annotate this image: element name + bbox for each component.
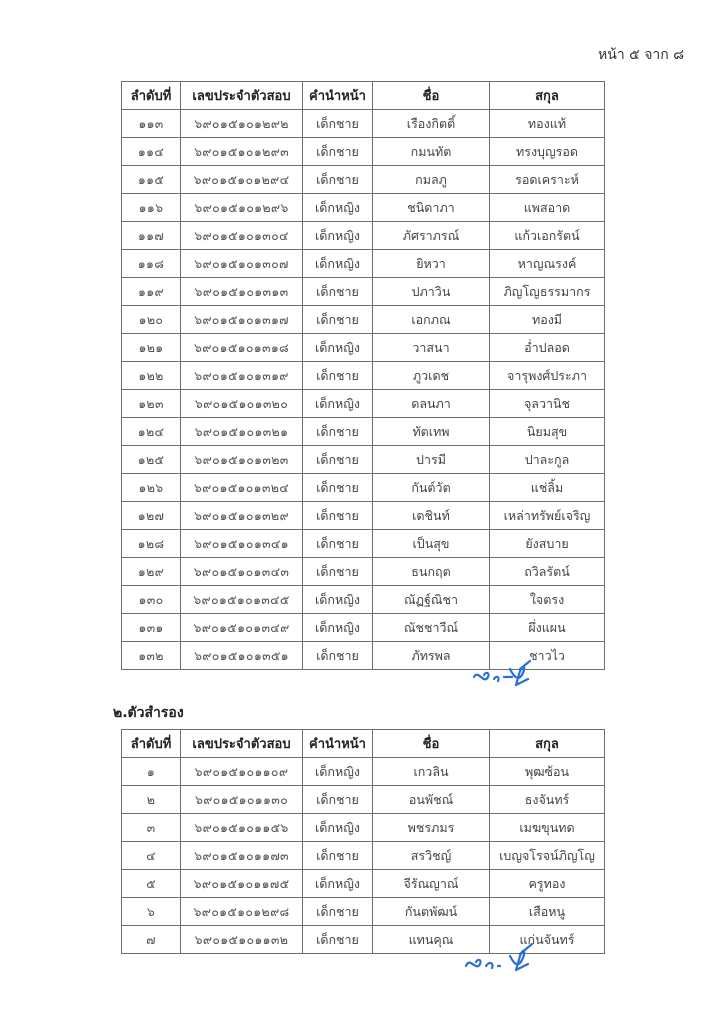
exam-id-cell: ๖๙๐๑๕๑๐๑๑๐๙ (181, 758, 303, 786)
exam-id-cell: ๖๙๐๑๕๑๐๑๓๑๓ (181, 278, 303, 306)
prefix-cell: เด็กชาย (303, 642, 373, 670)
order-cell: ๑๓๐ (122, 586, 181, 614)
table-row (122, 530, 605, 558)
prefix-cell: เด็กชาย (303, 110, 373, 138)
exam-id-cell: ๖๙๐๑๕๑๐๑๓๔๕ (181, 586, 303, 614)
table-row (122, 362, 605, 390)
prefix-cell: เด็กหญิง (303, 614, 373, 642)
last-name-cell: เสือหนู (490, 898, 605, 926)
order-cell: ๓ (122, 814, 181, 842)
prefix-cell: เด็กชาย (303, 530, 373, 558)
prefix-cell: เด็กหญิง (303, 222, 373, 250)
first-name-cell: ภัทรพล (373, 642, 490, 670)
first-name-cell: จีรัณญาณ์ (373, 870, 490, 898)
table-row (122, 502, 605, 530)
exam-id-cell: ๖๙๐๑๕๑๐๑๒๙๖ (181, 194, 303, 222)
first-name-cell: ชนิดาภา (373, 194, 490, 222)
main-roster-table (121, 81, 605, 670)
last-name-cell: ทองแท้ (490, 110, 605, 138)
last-name-cell: ครูทอง (490, 870, 605, 898)
table-row (122, 814, 605, 842)
first-name-cell: ภูวเดช (373, 362, 490, 390)
reserve-roster-table (121, 729, 605, 954)
first-name-cell: ภัศราภรณ์ (373, 222, 490, 250)
prefix-cell: เด็กชาย (303, 926, 373, 954)
last-name-cell: นิยมสุข (490, 418, 605, 446)
exam-id-cell: ๖๙๐๑๕๑๐๑๑๕๖ (181, 814, 303, 842)
table-row (122, 334, 605, 362)
first-name-cell: พชรภมร (373, 814, 490, 842)
col-header-exam-id: เลขประจำตัวสอบ (181, 730, 303, 758)
last-name-cell: อ่ำปลอด (490, 334, 605, 362)
signature-stroke (466, 944, 532, 970)
last-name-cell: ทรงบุญรอด (490, 138, 605, 166)
first-name-cell: เตชินท์ (373, 502, 490, 530)
first-name-cell: ธนกฤต (373, 558, 490, 586)
exam-id-cell: ๖๙๐๑๕๑๐๑๒๙๓ (181, 138, 303, 166)
last-name-cell: ถวิลรัตน์ (490, 558, 605, 586)
exam-id-cell: ๖๙๐๑๕๑๐๑๑๗๓ (181, 842, 303, 870)
first-name-cell: สรวิชญ์ (373, 842, 490, 870)
exam-id-cell: ๖๙๐๑๕๑๐๑๓๑๙ (181, 362, 303, 390)
first-name-cell: กันต์วัต (373, 474, 490, 502)
main-table-body (122, 110, 605, 670)
prefix-cell: เด็กหญิง (303, 334, 373, 362)
last-name-cell: รอดเคราะห์ (490, 166, 605, 194)
last-name-cell: ผึ่งแผน (490, 614, 605, 642)
last-name-cell: ทองมี (490, 306, 605, 334)
exam-id-cell: ๖๙๐๑๕๑๐๑๓๕๑ (181, 642, 303, 670)
table-row (122, 586, 605, 614)
first-name-cell: ปภาวิน (373, 278, 490, 306)
last-name-cell: พุฒซ้อน (490, 758, 605, 786)
col-header-prefix: คำนำหน้า (303, 82, 373, 110)
exam-id-cell: ๖๙๐๑๕๑๐๑๑๓๐ (181, 786, 303, 814)
prefix-cell: เด็กหญิง (303, 194, 373, 222)
last-name-cell: ชาวไว (490, 642, 605, 670)
prefix-cell: เด็กชาย (303, 138, 373, 166)
last-name-cell: เหล่าทรัพย์เจริญ (490, 502, 605, 530)
last-name-cell: ใจตรง (490, 586, 605, 614)
signature-stroke (474, 661, 530, 685)
col-header-exam-id: เลขประจำตัวสอบ (181, 82, 303, 110)
prefix-cell: เด็กชาย (303, 558, 373, 586)
col-header-first-name: ชื่อ (373, 730, 490, 758)
exam-id-cell: ๖๙๐๑๕๑๐๑๒๙๘ (181, 898, 303, 926)
order-cell: ๑๒๖ (122, 474, 181, 502)
last-name-cell: ยังสบาย (490, 530, 605, 558)
prefix-cell: เด็กชาย (303, 502, 373, 530)
table-row (122, 418, 605, 446)
exam-id-cell: ๖๙๐๑๕๑๐๑๓๐๗ (181, 250, 303, 278)
prefix-cell: เด็กชาย (303, 278, 373, 306)
table-row (122, 194, 605, 222)
first-name-cell: วาสนา (373, 334, 490, 362)
prefix-cell: เด็กหญิง (303, 814, 373, 842)
prefix-cell: เด็กชาย (303, 306, 373, 334)
order-cell: ๕ (122, 870, 181, 898)
prefix-cell: เด็กหญิง (303, 758, 373, 786)
table-row (122, 250, 605, 278)
prefix-cell: เด็กชาย (303, 898, 373, 926)
table-row (122, 842, 605, 870)
first-name-cell: อนพัชณ์ (373, 786, 490, 814)
col-header-last-name: สกุล (490, 730, 605, 758)
order-cell: ๑๑๕ (122, 166, 181, 194)
exam-id-cell: ๖๙๐๑๕๑๐๑๓๔๓ (181, 558, 303, 586)
order-cell: ๑๑๘ (122, 250, 181, 278)
first-name-cell: ณัชชาวีณ์ (373, 614, 490, 642)
last-name-cell: เมฆขุนทด (490, 814, 605, 842)
first-name-cell: เป็นสุข (373, 530, 490, 558)
order-cell: ๗ (122, 926, 181, 954)
exam-id-cell: ๖๙๐๑๕๑๐๑๑๗๕ (181, 870, 303, 898)
table-row (122, 222, 605, 250)
col-header-order: ลำดับที่ (122, 82, 181, 110)
table-row (122, 474, 605, 502)
table-row (122, 898, 605, 926)
exam-id-cell: ๖๙๐๑๕๑๐๑๑๓๒ (181, 926, 303, 954)
order-cell: ๑๑๖ (122, 194, 181, 222)
first-name-cell: ปารมี (373, 446, 490, 474)
table-row (122, 558, 605, 586)
first-name-cell: เรืองกิตติ์ (373, 110, 490, 138)
order-cell: ๑๓๑ (122, 614, 181, 642)
order-cell: ๖ (122, 898, 181, 926)
prefix-cell: เด็กชาย (303, 786, 373, 814)
order-cell: ๑๑๔ (122, 138, 181, 166)
exam-id-cell: ๖๙๐๑๕๑๐๑๒๙๔ (181, 166, 303, 194)
last-name-cell: แพสอาด (490, 194, 605, 222)
last-name-cell: จารุพงศ์ประภา (490, 362, 605, 390)
order-cell: ๑๑๗ (122, 222, 181, 250)
table-row (122, 166, 605, 194)
order-cell: ๑๒๑ (122, 334, 181, 362)
prefix-cell: เด็กหญิง (303, 870, 373, 898)
first-name-cell: กมนทัต (373, 138, 490, 166)
order-cell: ๑๒๗ (122, 502, 181, 530)
first-name-cell: กันตพัฒน์ (373, 898, 490, 926)
prefix-cell: เด็กหญิง (303, 586, 373, 614)
table-row (122, 278, 605, 306)
order-cell: ๔ (122, 842, 181, 870)
col-header-prefix: คำนำหน้า (303, 730, 373, 758)
prefix-cell: เด็กชาย (303, 842, 373, 870)
last-name-cell: แก้วเอกรัตน์ (490, 222, 605, 250)
order-cell: ๑๒๕ (122, 446, 181, 474)
first-name-cell: กมลภู (373, 166, 490, 194)
order-cell: ๑ (122, 758, 181, 786)
handwritten-signature-icon (462, 940, 542, 976)
first-name-cell: ทัตเทพ (373, 418, 490, 446)
exam-id-cell: ๖๙๐๑๕๑๐๑๓๒๓ (181, 446, 303, 474)
exam-id-cell: ๖๙๐๑๕๑๐๑๒๙๒ (181, 110, 303, 138)
prefix-cell: เด็กชาย (303, 166, 373, 194)
first-name-cell: เอกภณ (373, 306, 490, 334)
last-name-cell: จุลวานิช (490, 390, 605, 418)
exam-id-cell: ๖๙๐๑๕๑๐๑๓๔๙ (181, 614, 303, 642)
reserve-table-body (122, 758, 605, 954)
table-row (122, 446, 605, 474)
table-row (122, 306, 605, 334)
order-cell: ๑๒๔ (122, 418, 181, 446)
order-cell: ๑๒๒ (122, 362, 181, 390)
order-cell: ๑๓๒ (122, 642, 181, 670)
last-name-cell: ภิญโญธรรมากร (490, 278, 605, 306)
col-header-first-name: ชื่อ (373, 82, 490, 110)
col-header-last-name: สกุล (490, 82, 605, 110)
first-name-cell: แทนคุณ (373, 926, 490, 954)
exam-id-cell: ๖๙๐๑๕๑๐๑๓๑๘ (181, 334, 303, 362)
handwritten-signature-icon (470, 655, 540, 691)
col-header-order: ลำดับที่ (122, 730, 181, 758)
prefix-cell: เด็กชาย (303, 446, 373, 474)
table-row (122, 870, 605, 898)
exam-id-cell: ๖๙๐๑๕๑๐๑๓๐๔ (181, 222, 303, 250)
table-row (122, 614, 605, 642)
table-row (122, 390, 605, 418)
first-name-cell: เกวลิน (373, 758, 490, 786)
table-row (122, 110, 605, 138)
exam-id-cell: ๖๙๐๑๕๑๐๑๓๔๑ (181, 530, 303, 558)
last-name-cell: หาญณรงค์ (490, 250, 605, 278)
last-name-cell: ปาละกูล (490, 446, 605, 474)
last-name-cell: แก่นจันทร์ (490, 926, 605, 954)
first-name-cell: ยิหวา (373, 250, 490, 278)
last-name-cell: แช่ลิ้ม (490, 474, 605, 502)
prefix-cell: เด็กชาย (303, 474, 373, 502)
prefix-cell: เด็กชาย (303, 418, 373, 446)
prefix-cell: เด็กหญิง (303, 250, 373, 278)
order-cell: ๒ (122, 786, 181, 814)
order-cell: ๑๒๓ (122, 390, 181, 418)
order-cell: ๑๒๘ (122, 530, 181, 558)
page-indicator: หน้า ๕ จาก ๘ (598, 47, 684, 63)
table-row (122, 786, 605, 814)
table-header-row (122, 730, 605, 758)
exam-id-cell: ๖๙๐๑๕๑๐๑๓๒๑ (181, 418, 303, 446)
exam-id-cell: ๖๙๐๑๕๑๐๑๓๒๐ (181, 390, 303, 418)
order-cell: ๑๑๓ (122, 110, 181, 138)
order-cell: ๑๒๙ (122, 558, 181, 586)
last-name-cell: ธงจันทร์ (490, 786, 605, 814)
order-cell: ๑๒๐ (122, 306, 181, 334)
table-row (122, 138, 605, 166)
prefix-cell: เด็กหญิง (303, 390, 373, 418)
last-name-cell: เบญจโรจน์ภิญโญ (490, 842, 605, 870)
first-name-cell: ณัฏฐ์ณิชา (373, 586, 490, 614)
order-cell: ๑๑๙ (122, 278, 181, 306)
table-row (122, 758, 605, 786)
prefix-cell: เด็กชาย (303, 362, 373, 390)
reserve-section-title: ๒.ตัวสำรอง (113, 705, 184, 721)
table-header-row (122, 82, 605, 110)
exam-id-cell: ๖๙๐๑๕๑๐๑๓๒๙ (181, 502, 303, 530)
exam-id-cell: ๖๙๐๑๕๑๐๑๓๑๗ (181, 306, 303, 334)
exam-id-cell: ๖๙๐๑๕๑๐๑๓๒๔ (181, 474, 303, 502)
first-name-cell: ดลนภา (373, 390, 490, 418)
